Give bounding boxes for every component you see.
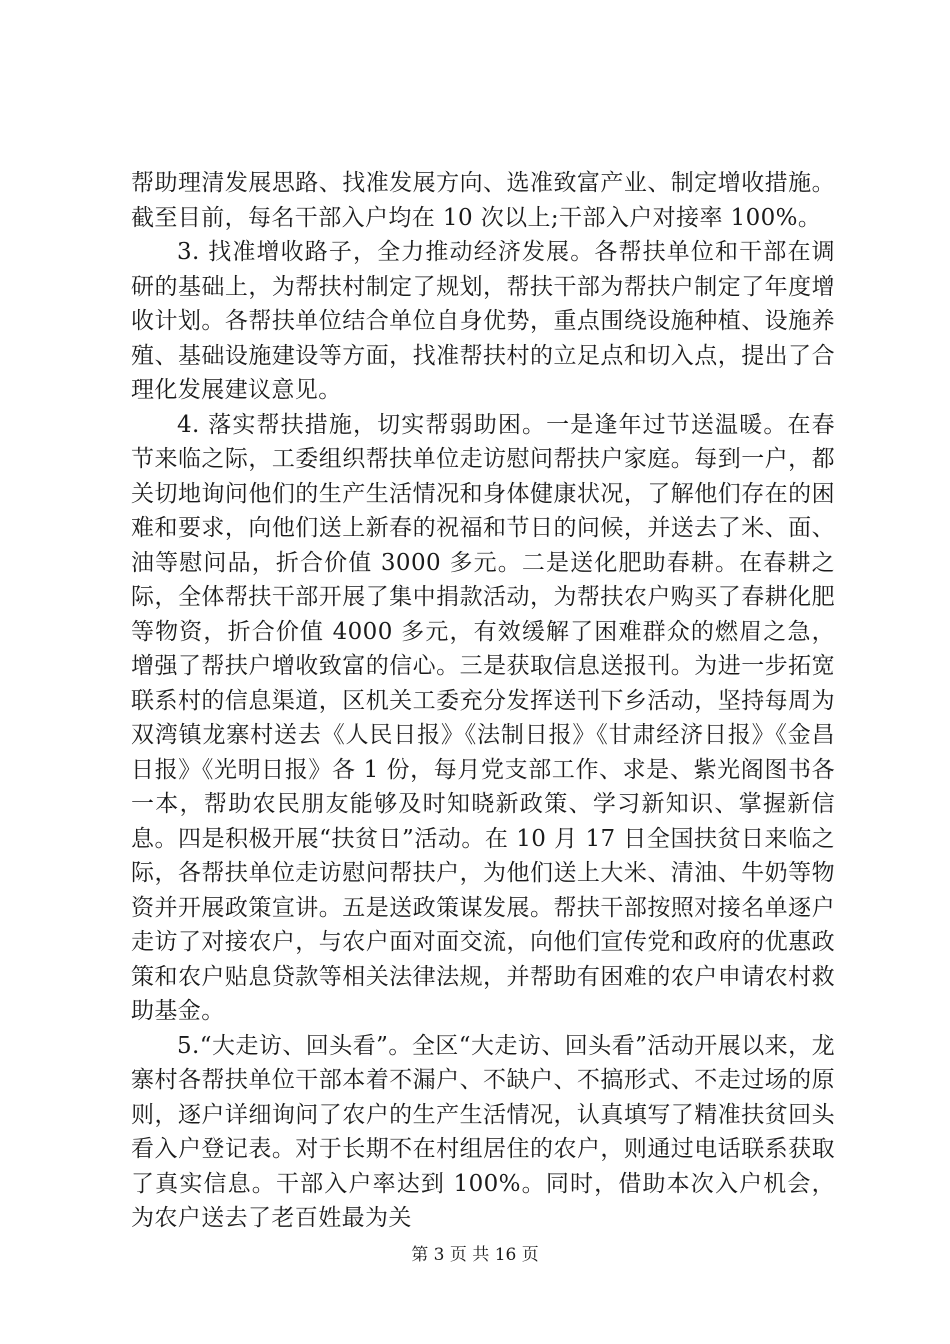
page-footer: 第 3 页 共 16 页 (411, 1245, 539, 1265)
paragraph: 3. 找准增收路子，全力推动经济发展。各帮扶单位和干部在调研的基础上，为帮扶村制定了规划，帮扶干部为帮扶户制定了年度增收计划。各帮扶单位结合单位自身优势，重点围绕设施种植、设施养殖、基础设施建设等方面，找准帮扶村的立足点和切入点，提出了合理化发展建议意见。 (131, 239, 835, 403)
paragraph: 5.“大走访、回头看”。全区“大走访、回头看”活动开展以来，龙寨村各帮扶单位干部本着不漏户、不缺户、不搞形式、不走过场的原则，逐户详细询问了农户的生产生活情况，认真填写了精准扶贫回头看入户登记表。对于长期不在村组居住的农户，则通过电话联系获取了真实信息。干部入户率达到 100%。同时，借助本次入户机会，为农户送去了老百姓最为关 (131, 1032, 835, 1231)
body-text (131, 166, 835, 1236)
paragraph: 帮助理清发展思路、找准发展方向、选准致富产业、制定增收措施。截至目前，每名干部入户均在 10 次以上;干部入户对接率 100%。 (131, 170, 835, 231)
paragraph: 4. 落实帮扶措施，切实帮弱助困。一是逢年过节送温暖。在春节来临之际，工委组织帮扶单位走访慰问帮扶户家庭。每到一户，都关切地询问他们的生产生活情况和身体健康状况，了解他们存在的困难和要求，向他们送上新春的祝福和节日的问候，并送去了米、面、油等慰问品，折合价值 3000 多元。二是送化肥助春耕。在春耕之际，全体帮扶干部开展了集中捐款活动，为帮扶农户购买了春耕化肥等物资，折合价值 4000 多元，有效缓解了困难群众的燃眉之急，增强了帮扶户增收致富的信心。三是获取信息送报刊。为进一步拓宽联系村的信息渠道，区机关工委充分发挥送刊下乡活动，坚持每周为双湾镇龙寨村送去《人民日报》《法制日报》《甘肃经济日报》《金昌日报》《光明日报》各 1 份，每月党支部工作、求是、紫光阁图书各一本，帮助农民朋友能够及时知晓新政策、学习新知识、掌握新信息。四是积极开展“扶贫日”活动。在 10 月 17 日全国扶贫日来临之际，各帮扶单位走访慰问帮扶户，为他们送上大米、清油、牛奶等物资并开展政策宣讲。五是送政策谋发展。帮扶干部按照对接名单逐户走访了对接农户，与农户面对面交流，向他们宣传党和政府的优惠政策和农户贴息贷款等相关法律法规，并帮助有困难的农户申请农村救助基金。 (131, 411, 835, 1024)
